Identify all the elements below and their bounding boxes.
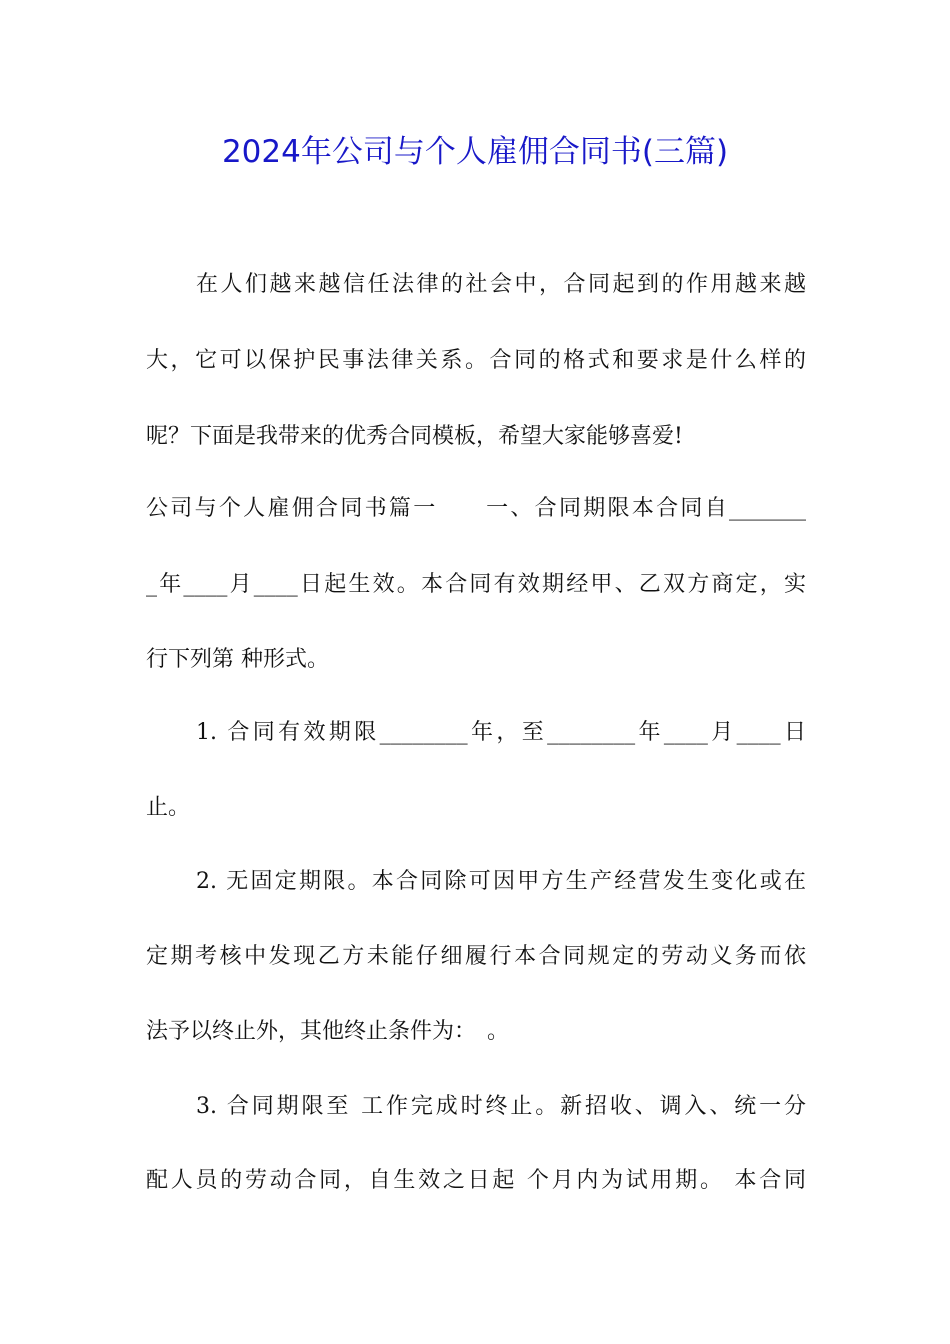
- paragraph-line: 2. 无固定期限。本合同除可因甲方生产经营发生变化或在: [196, 869, 806, 894]
- paragraph-line: 行下列第 种形式。: [146, 647, 329, 672]
- paragraph-line: 法予以终止外，其他终止条件为： 。: [146, 1019, 510, 1044]
- paragraph-line: 定期考核中发现乙方未能仔细履行本合同规定的劳动义务而依: [146, 944, 806, 969]
- paragraph-line: _年____月____日起生效。本合同有效期经甲、乙双方商定，实: [146, 572, 806, 597]
- paragraph-line: 1. 合同有效期限________年，至________年____月____日: [196, 720, 806, 745]
- paragraph-line: 配人员的劳动合同，自生效之日起 个月内为试用期。 本合同: [146, 1168, 806, 1193]
- paragraph-line: 呢？下面是我带来的优秀合同模板，希望大家能够喜爱!: [146, 424, 683, 449]
- paragraph-line: 公司与个人雇佣合同书篇一 一、合同期限本合同自_______: [146, 496, 806, 521]
- paragraph-line: 在人们越来越信任法律的社会中，合同起到的作用越来越: [196, 272, 806, 297]
- paragraph-line: 3. 合同期限至 工作完成时终止。新招收、调入、统一分: [196, 1094, 806, 1119]
- paragraph-line: 止。: [146, 795, 191, 820]
- document-title: 2024年公司与个人雇佣合同书(三篇): [221, 134, 729, 170]
- paragraph-line: 大，它可以保护民事法律关系。合同的格式和要求是什么样的: [146, 348, 806, 373]
